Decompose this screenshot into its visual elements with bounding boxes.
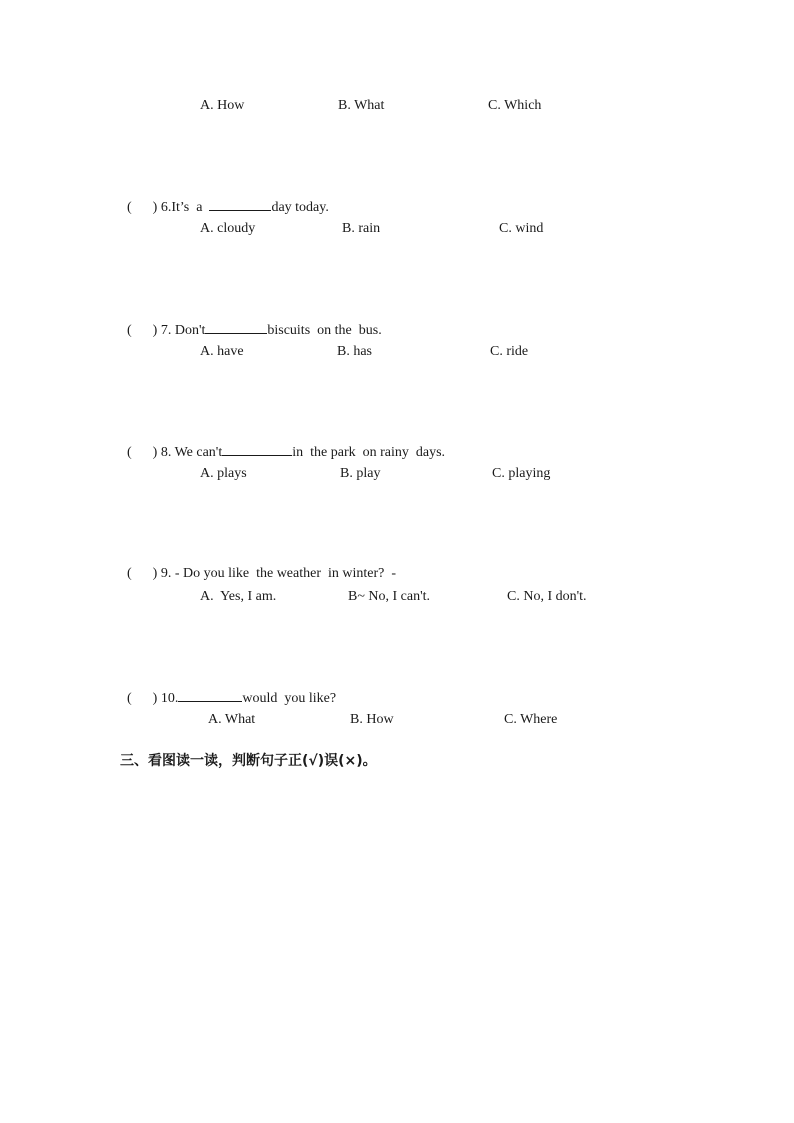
answer-paren: ( ) (127, 445, 158, 460)
q8-prompt-start: 8. We can't (160, 445, 223, 460)
q10-option-b: B. How (350, 712, 394, 727)
question-7 (120, 302, 382, 340)
answer-paren: ( ) (127, 323, 158, 338)
question-8 (120, 424, 445, 462)
question-9 (120, 547, 396, 583)
q5-option-c: C. Which (488, 98, 542, 113)
q5-option-a: A. How (200, 98, 245, 113)
q7-blank (205, 320, 267, 334)
q10-blank (178, 688, 242, 702)
q6-option-a: A. cloudy (200, 221, 256, 236)
q8-option-a: A. plays (200, 466, 247, 481)
q6-prompt-start: 6.It’s a (160, 200, 210, 215)
q8-option-b: B. play (340, 466, 381, 481)
q7-prompt-start: 7. Don't (160, 323, 206, 338)
q7-option-b: B. has (337, 344, 372, 359)
q10-prompt-end: would you like? (242, 691, 337, 706)
question-10 (120, 670, 336, 708)
q10-prompt-start: 10. (160, 691, 179, 706)
section-3-heading: 三、看图读一读，判断句子正(√)误(×)。 (120, 753, 377, 769)
q9-option-b: B~ No, I can't. (348, 589, 431, 604)
q6-option-c: C. wind (499, 221, 544, 236)
q7-prompt-end: biscuits on the bus. (267, 323, 382, 338)
q5-option-b: B. What (338, 98, 385, 113)
q9-option-a: A. Yes, I am. (200, 589, 277, 604)
q9-option-c: C. No, I don't. (507, 589, 587, 604)
q9-prompt: 9. - Do you like the weather in winter? - (160, 566, 397, 581)
answer-paren: ( ) (127, 200, 158, 215)
q8-prompt-end: in the park on rainy days. (292, 445, 446, 460)
q6-prompt-end: day today. (271, 200, 329, 215)
q6-blank (209, 197, 271, 211)
question-6 (120, 179, 329, 217)
q10-option-c: C. Where (504, 712, 558, 727)
q8-option-c: C. playing (492, 466, 551, 481)
q6-option-b: B. rain (342, 221, 381, 236)
answer-paren: ( ) (127, 566, 158, 581)
q8-blank (222, 442, 292, 456)
q10-option-a: A. What (208, 712, 256, 727)
q7-option-c: C. ride (490, 344, 529, 359)
q7-option-a: A. have (200, 344, 244, 359)
answer-paren: ( ) (127, 691, 158, 706)
